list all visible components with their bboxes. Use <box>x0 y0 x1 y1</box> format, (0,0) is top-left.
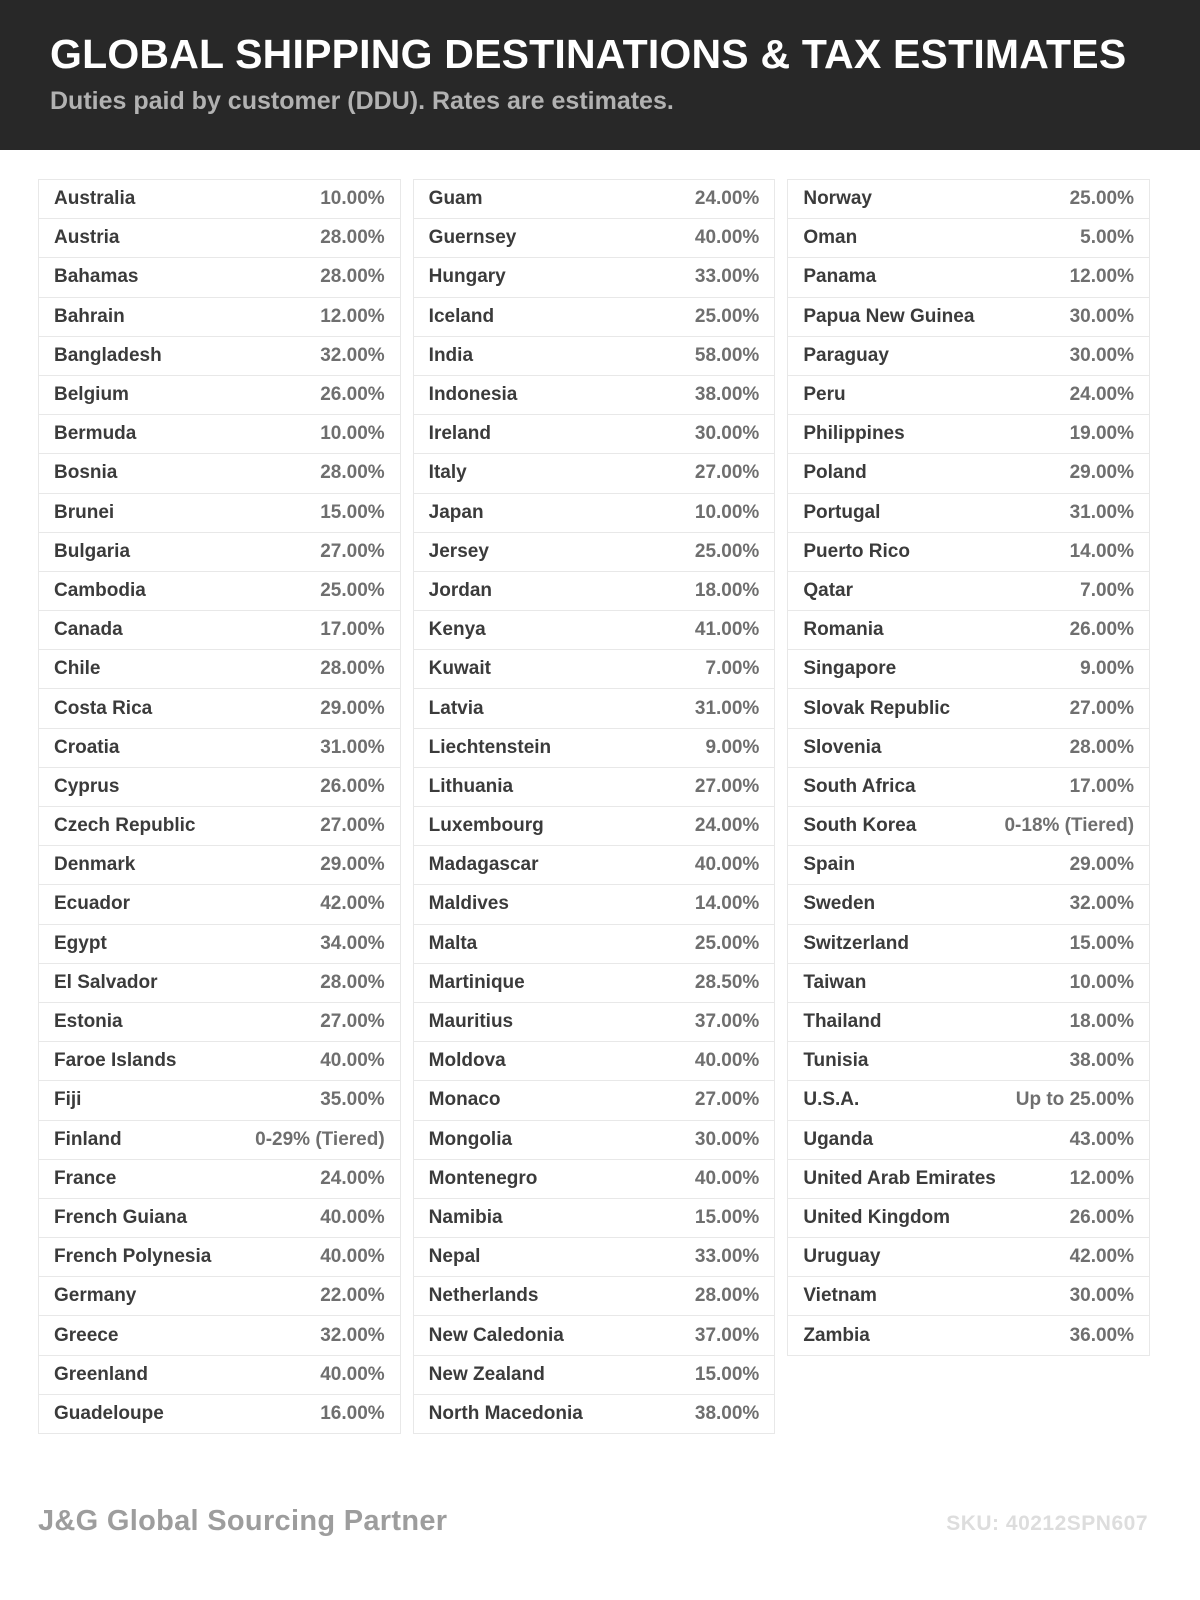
sku-label: SKU: 40212SPN607 <box>946 1512 1148 1535</box>
tax-rate: 30.00% <box>694 1128 760 1150</box>
tax-rate: 24.00% <box>1069 384 1135 406</box>
table-row <box>414 1277 775 1316</box>
table-row <box>414 885 775 924</box>
country-name: Czech Republic <box>54 815 196 837</box>
table-row <box>39 846 400 885</box>
country-name: Kenya <box>428 619 486 641</box>
tax-rate: 28.00% <box>320 658 385 680</box>
tax-rate: 28.00% <box>694 1285 760 1307</box>
tax-rate: 40.00% <box>694 1050 760 1072</box>
tax-rate: 32.00% <box>1069 893 1135 915</box>
table-row <box>788 650 1149 689</box>
country-name: Bosnia <box>54 462 118 484</box>
country-name: Netherlands <box>428 1285 539 1307</box>
tax-rate: 29.00% <box>1069 462 1135 484</box>
tax-rate: 30.00% <box>694 423 760 445</box>
table-row <box>39 1160 400 1199</box>
table-row <box>788 1121 1149 1160</box>
tax-rate: Up to 25.00% <box>1015 1089 1135 1111</box>
table-row <box>39 1316 400 1355</box>
country-name: Mauritius <box>428 1011 514 1033</box>
tax-rate: 28.50% <box>694 971 760 993</box>
table-row <box>39 1356 400 1395</box>
page-header <box>0 0 1200 150</box>
country-name: Madagascar <box>428 854 539 876</box>
country-name: Egypt <box>54 932 107 954</box>
table-row <box>39 611 400 650</box>
country-name: French Guiana <box>54 1206 188 1228</box>
country-name: Norway <box>803 188 872 210</box>
tax-rate: 7.00% <box>705 658 760 680</box>
table-row <box>39 533 400 572</box>
tax-rate: 33.00% <box>694 266 760 288</box>
table-row <box>414 611 775 650</box>
table-row <box>788 1238 1149 1277</box>
country-name: Bangladesh <box>54 344 162 366</box>
tax-rate: 38.00% <box>694 1402 760 1424</box>
country-name: North Macedonia <box>428 1402 583 1424</box>
table-row <box>788 1316 1149 1355</box>
page-footer <box>38 1505 1148 1538</box>
country-name: Belgium <box>54 384 129 406</box>
table-row <box>414 925 775 964</box>
country-name: Slovenia <box>803 736 882 758</box>
tax-rate: 25.00% <box>1069 188 1135 210</box>
country-name: Croatia <box>54 736 120 758</box>
country-name: Indonesia <box>428 384 518 406</box>
table-row <box>788 258 1149 297</box>
table-row <box>39 376 400 415</box>
tax-rate: 28.00% <box>320 266 385 288</box>
tax-rate: 40.00% <box>320 1363 385 1385</box>
tax-rate: 29.00% <box>320 854 385 876</box>
tax-rate: 41.00% <box>694 619 760 641</box>
country-name: New Caledonia <box>428 1324 564 1346</box>
table-row <box>414 1356 775 1395</box>
tax-rate: 38.00% <box>1069 1050 1135 1072</box>
country-name: Nepal <box>428 1246 481 1268</box>
tax-rate: 29.00% <box>1069 854 1135 876</box>
country-name: Japan <box>428 501 484 523</box>
tax-rate: 27.00% <box>694 775 760 797</box>
table-row <box>788 219 1149 258</box>
country-name: Faroe Islands <box>54 1050 177 1072</box>
table-row <box>414 1121 775 1160</box>
table-row <box>39 494 400 533</box>
tax-rate: 16.00% <box>320 1402 385 1424</box>
tax-rate: 27.00% <box>320 540 385 562</box>
table-row <box>414 1238 775 1277</box>
table-row <box>39 689 400 728</box>
table-row <box>788 1003 1149 1042</box>
country-name: Jordan <box>428 579 493 601</box>
country-name: Sweden <box>803 893 876 915</box>
country-name: Philippines <box>803 423 905 445</box>
tax-rate: 40.00% <box>694 227 760 249</box>
country-name: New Zealand <box>428 1363 545 1385</box>
country-name: Oman <box>803 227 858 249</box>
tax-rate: 25.00% <box>320 579 385 601</box>
table-row <box>788 572 1149 611</box>
country-name: Panama <box>803 266 877 288</box>
country-name: Denmark <box>54 854 136 876</box>
country-name: Estonia <box>54 1011 123 1033</box>
table-row <box>414 258 775 297</box>
tax-rate: 14.00% <box>1069 540 1135 562</box>
rates-table <box>38 179 1150 1434</box>
table-row <box>788 533 1149 572</box>
country-name: Puerto Rico <box>803 540 910 562</box>
tax-rate: 18.00% <box>694 579 760 601</box>
table-row <box>39 807 400 846</box>
country-name: Cambodia <box>54 579 146 601</box>
table-row <box>39 925 400 964</box>
table-row <box>414 415 775 454</box>
country-name: Ecuador <box>54 893 131 915</box>
table-row <box>414 1316 775 1355</box>
tax-rate: 17.00% <box>320 619 385 641</box>
tax-rate: 24.00% <box>694 815 760 837</box>
page-subtitle: Duties paid by customer (DDU). Rates are estimates. <box>50 86 674 115</box>
country-name: Hungary <box>428 266 506 288</box>
tax-rate: 30.00% <box>1069 1285 1135 1307</box>
tax-rate: 12.00% <box>1069 1167 1135 1189</box>
table-row <box>39 1042 400 1081</box>
country-name: Guadeloupe <box>54 1402 164 1424</box>
tax-rate: 30.00% <box>1069 305 1135 327</box>
country-name: U.S.A. <box>803 1089 860 1111</box>
rate-column <box>413 179 776 1434</box>
table-row <box>414 768 775 807</box>
country-name: Luxembourg <box>428 815 544 837</box>
tax-rate: 12.00% <box>1069 266 1135 288</box>
table-row <box>788 1277 1149 1316</box>
country-name: Canada <box>54 619 123 641</box>
tax-rate: 24.00% <box>694 188 760 210</box>
tax-rate: 18.00% <box>1069 1011 1135 1033</box>
tax-rate: 10.00% <box>320 188 385 210</box>
country-name: Romania <box>803 619 884 641</box>
table-row <box>39 415 400 454</box>
tax-rate: 26.00% <box>1069 619 1135 641</box>
country-name: Thailand <box>803 1011 882 1033</box>
tax-rate: 15.00% <box>694 1363 760 1385</box>
country-name: Fiji <box>54 1089 82 1111</box>
country-name: Namibia <box>428 1206 503 1228</box>
table-row <box>788 376 1149 415</box>
tax-rate: 14.00% <box>694 893 760 915</box>
table-row <box>788 846 1149 885</box>
tax-rate: 10.00% <box>320 423 385 445</box>
tax-rate: 40.00% <box>320 1050 385 1072</box>
table-row <box>788 1081 1149 1120</box>
tax-rate: 40.00% <box>320 1246 385 1268</box>
country-name: South Africa <box>803 775 916 797</box>
tax-rate: 9.00% <box>1080 658 1135 680</box>
table-row <box>414 807 775 846</box>
country-name: Papua New Guinea <box>803 305 975 327</box>
tax-rate: 37.00% <box>694 1324 760 1346</box>
country-name: French Polynesia <box>54 1246 212 1268</box>
country-name: Switzerland <box>803 932 909 954</box>
tax-rate: 25.00% <box>694 540 760 562</box>
table-row <box>414 337 775 376</box>
table-row <box>788 454 1149 493</box>
tax-rate: 40.00% <box>320 1206 385 1228</box>
country-name: Bahrain <box>54 305 125 327</box>
tax-rate: 34.00% <box>320 932 385 954</box>
tax-rate: 24.00% <box>320 1167 385 1189</box>
country-name: Australia <box>54 188 136 210</box>
country-name: Lithuania <box>428 775 514 797</box>
table-row <box>788 885 1149 924</box>
tax-rate: 5.00% <box>1080 227 1135 249</box>
country-name: Taiwan <box>803 971 867 993</box>
country-name: Iceland <box>428 305 495 327</box>
tax-rate: 19.00% <box>1069 423 1135 445</box>
table-row <box>414 964 775 1003</box>
table-row <box>788 729 1149 768</box>
tax-rate: 36.00% <box>1069 1324 1135 1346</box>
tax-rate: 38.00% <box>694 384 760 406</box>
table-row <box>788 180 1149 219</box>
tax-rate: 42.00% <box>1069 1246 1135 1268</box>
table-row <box>39 1003 400 1042</box>
country-name: Bahamas <box>54 266 139 288</box>
table-row <box>788 768 1149 807</box>
table-row <box>414 1160 775 1199</box>
table-row <box>788 1160 1149 1199</box>
table-row <box>788 964 1149 1003</box>
country-name: Moldova <box>428 1050 506 1072</box>
tax-rate: 26.00% <box>320 384 385 406</box>
table-row <box>39 180 400 219</box>
country-name: Vietnam <box>803 1285 877 1307</box>
country-name: Finland <box>54 1128 122 1150</box>
country-name: Peru <box>803 384 846 406</box>
country-name: Bermuda <box>54 423 137 445</box>
tax-rate: 27.00% <box>1069 697 1135 719</box>
country-name: Greece <box>54 1324 119 1346</box>
tax-rate: 15.00% <box>694 1206 760 1228</box>
country-name: Greenland <box>54 1363 148 1385</box>
tax-rate: 0-18% (Tiered) <box>1004 815 1135 837</box>
tax-rate: 27.00% <box>320 815 385 837</box>
country-name: Montenegro <box>428 1167 538 1189</box>
country-name: Bulgaria <box>54 540 131 562</box>
country-name: Uruguay <box>803 1246 881 1268</box>
tax-rate: 43.00% <box>1069 1128 1135 1150</box>
table-row <box>788 494 1149 533</box>
country-name: Paraguay <box>803 344 889 366</box>
tax-rate: 32.00% <box>320 344 385 366</box>
table-row <box>39 219 400 258</box>
tax-rate: 35.00% <box>320 1089 385 1111</box>
country-name: Slovak Republic <box>803 697 951 719</box>
table-row <box>414 533 775 572</box>
table-row <box>414 846 775 885</box>
table-row <box>788 1042 1149 1081</box>
country-name: Uganda <box>803 1128 874 1150</box>
tax-rate: 10.00% <box>694 501 760 523</box>
country-name: Jersey <box>428 540 489 562</box>
tax-rate: 33.00% <box>694 1246 760 1268</box>
table-row <box>788 337 1149 376</box>
table-row <box>39 768 400 807</box>
tax-rate: 31.00% <box>694 697 760 719</box>
brand-name: J&G Global Sourcing Partner <box>38 1505 448 1537</box>
country-name: United Kingdom <box>803 1206 951 1228</box>
table-row <box>39 650 400 689</box>
country-name: France <box>54 1167 117 1189</box>
tax-rate: 7.00% <box>1080 579 1135 601</box>
country-name: Zambia <box>803 1324 870 1346</box>
country-name: Monaco <box>428 1089 501 1111</box>
tax-rate: 40.00% <box>694 1167 760 1189</box>
tax-rate: 26.00% <box>1069 1206 1135 1228</box>
country-name: Brunei <box>54 501 115 523</box>
country-name: Mongolia <box>428 1128 513 1150</box>
table-row <box>39 885 400 924</box>
country-name: Singapore <box>803 658 897 680</box>
table-row <box>39 337 400 376</box>
tax-rate: 42.00% <box>320 893 385 915</box>
tax-rate: 26.00% <box>320 775 385 797</box>
tax-rate: 29.00% <box>320 697 385 719</box>
country-name: Germany <box>54 1285 137 1307</box>
country-name: El Salvador <box>54 971 158 993</box>
country-name: Portugal <box>803 501 881 523</box>
table-row <box>414 1395 775 1434</box>
table-row <box>414 1042 775 1081</box>
table-row <box>39 964 400 1003</box>
country-name: Italy <box>428 462 467 484</box>
table-row <box>788 611 1149 650</box>
rate-column <box>787 179 1150 1356</box>
tax-rate: 27.00% <box>694 1089 760 1111</box>
table-row <box>39 1395 400 1434</box>
tax-rate: 40.00% <box>694 854 760 876</box>
country-name: Spain <box>803 854 856 876</box>
table-row <box>788 807 1149 846</box>
table-row <box>788 1199 1149 1238</box>
country-name: Cyprus <box>54 775 120 797</box>
table-row <box>39 298 400 337</box>
table-row <box>788 415 1149 454</box>
tax-rate: 31.00% <box>320 736 385 758</box>
country-name: Kuwait <box>428 658 491 680</box>
tax-rate: 17.00% <box>1069 775 1135 797</box>
table-row <box>788 925 1149 964</box>
country-name: Tunisia <box>803 1050 869 1072</box>
tax-rate: 28.00% <box>320 462 385 484</box>
tax-rate: 28.00% <box>320 227 385 249</box>
table-row <box>39 572 400 611</box>
table-row <box>414 1199 775 1238</box>
country-name: India <box>428 344 474 366</box>
country-name: Malta <box>428 932 478 954</box>
country-name: South Korea <box>803 815 917 837</box>
tax-rate: 28.00% <box>1069 736 1135 758</box>
table-row <box>39 1199 400 1238</box>
table-row <box>788 298 1149 337</box>
table-row <box>39 1121 400 1160</box>
country-name: Martinique <box>428 971 525 993</box>
tax-rate: 25.00% <box>694 305 760 327</box>
table-row <box>39 454 400 493</box>
table-row <box>414 650 775 689</box>
tax-rate: 27.00% <box>320 1011 385 1033</box>
tax-rate: 9.00% <box>705 736 760 758</box>
tax-rate: 27.00% <box>694 462 760 484</box>
country-name: Guernsey <box>428 227 517 249</box>
tax-rate: 10.00% <box>1069 971 1135 993</box>
tax-rate: 37.00% <box>694 1011 760 1033</box>
tax-rate: 15.00% <box>1069 932 1135 954</box>
tax-rate: 31.00% <box>1069 501 1135 523</box>
tax-rate: 58.00% <box>694 344 760 366</box>
tax-rate: 25.00% <box>694 932 760 954</box>
table-row <box>414 689 775 728</box>
tax-rate: 15.00% <box>320 501 385 523</box>
country-name: Chile <box>54 658 101 680</box>
country-name: Poland <box>803 462 867 484</box>
country-name: Guam <box>428 188 483 210</box>
table-row <box>414 454 775 493</box>
country-name: Ireland <box>428 423 491 445</box>
table-row <box>39 729 400 768</box>
country-name: Liechtenstein <box>428 736 552 758</box>
country-name: Maldives <box>428 893 509 915</box>
table-row <box>414 298 775 337</box>
table-row <box>39 1238 400 1277</box>
tax-rate: 32.00% <box>320 1324 385 1346</box>
table-row <box>414 572 775 611</box>
country-name: United Arab Emirates <box>803 1167 996 1189</box>
country-name: Costa Rica <box>54 697 153 719</box>
table-row <box>414 376 775 415</box>
table-row <box>414 219 775 258</box>
tax-rate: 0-29% (Tiered) <box>255 1128 385 1150</box>
rate-column <box>38 179 401 1434</box>
table-row <box>39 258 400 297</box>
table-row <box>414 180 775 219</box>
country-name: Austria <box>54 227 120 249</box>
table-row <box>414 1081 775 1120</box>
country-name: Qatar <box>803 579 853 601</box>
tax-rate: 22.00% <box>320 1285 385 1307</box>
table-row <box>39 1277 400 1316</box>
page-title: GLOBAL SHIPPING DESTINATIONS & TAX ESTIMATES <box>50 30 1127 77</box>
table-row <box>788 689 1149 728</box>
tax-rate: 30.00% <box>1069 344 1135 366</box>
tax-rate: 28.00% <box>320 971 385 993</box>
table-row <box>414 729 775 768</box>
table-row <box>414 1003 775 1042</box>
tax-rate: 12.00% <box>320 305 385 327</box>
country-name: Latvia <box>428 697 484 719</box>
table-row <box>39 1081 400 1120</box>
table-row <box>414 494 775 533</box>
